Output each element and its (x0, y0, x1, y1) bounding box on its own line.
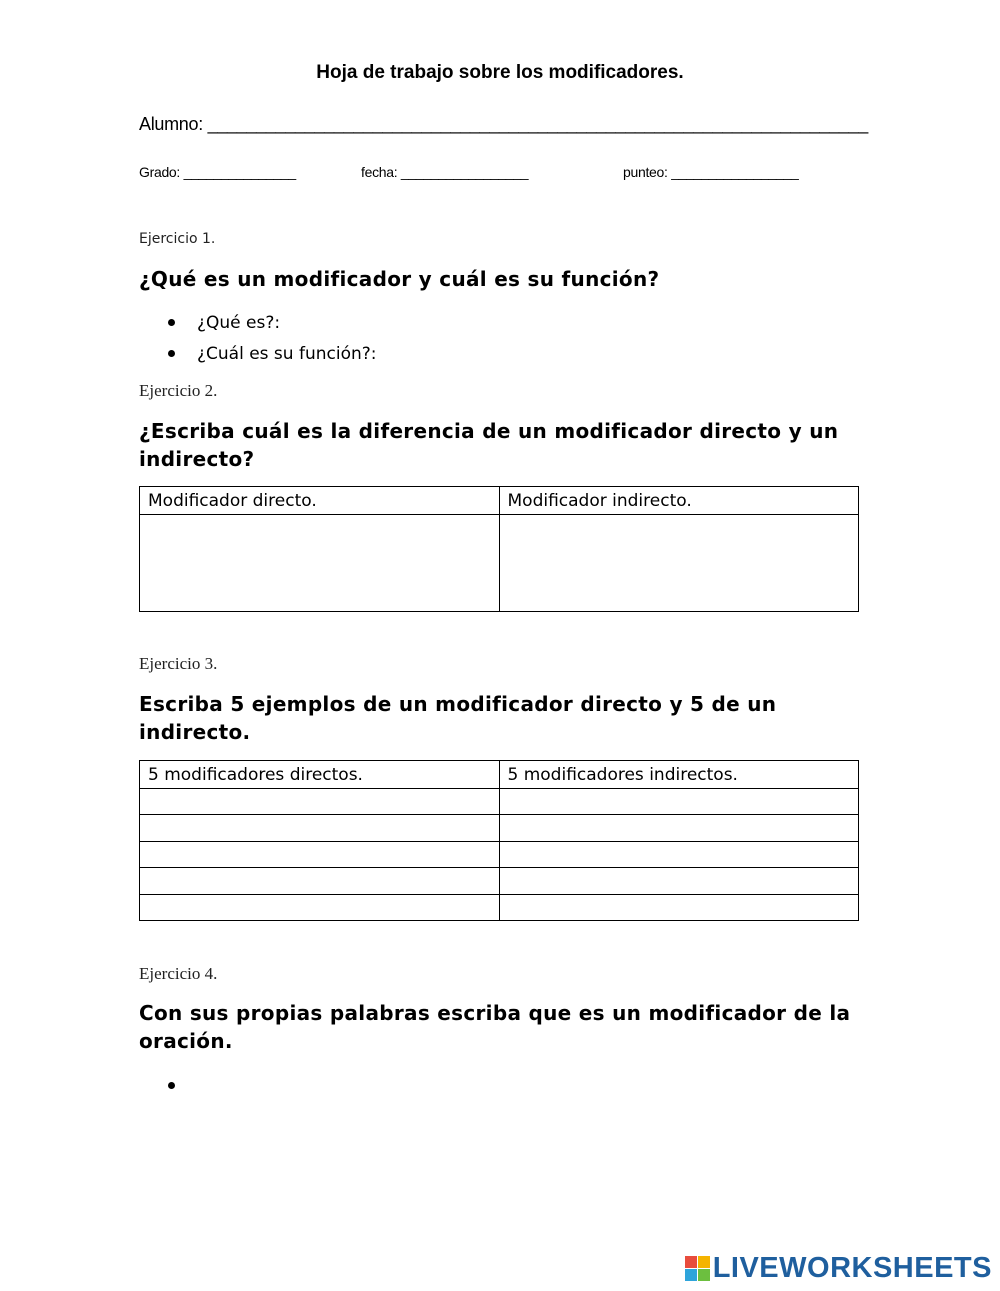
bullet-text: ¿Cuál es su función?: (197, 343, 377, 364)
table-header-cell: Modificador directo. (140, 487, 500, 515)
answer-cell[interactable] (140, 842, 500, 868)
answer-cell[interactable] (499, 842, 859, 868)
bullet-item[interactable] (168, 1070, 197, 1101)
answer-cell[interactable] (140, 895, 500, 921)
bullet-item[interactable] (168, 307, 377, 338)
answer-cell[interactable] (499, 868, 859, 895)
table-header-cell: 5 modificadores directos. (140, 761, 500, 789)
logo-mark-cell (698, 1256, 710, 1268)
student-name-field[interactable]: Alumno: ____________________________________________________________________ (139, 114, 868, 134)
exercise-4-label: Ejercicio 4. (139, 964, 218, 983)
exercise-2-heading: ¿Escriba cuál es la diferencia de un modificador directo y un indirecto? (139, 419, 839, 471)
bullet-text: ¿Qué es?: (197, 312, 281, 333)
worksheet-title: Hoja de trabajo sobre los modificadores. (316, 62, 684, 83)
table-header-cell: Modificador indirecto. (499, 487, 859, 515)
logo-mark-cell (685, 1269, 697, 1281)
answer-cell[interactable] (499, 895, 859, 921)
liveworksheets-logo-icon (685, 1256, 710, 1281)
grade-field[interactable]: Grado: _______________ (139, 164, 296, 180)
exercise-3-heading: Escriba 5 ejemplos de un modificador directo y 5 de un indirecto. (139, 692, 777, 744)
table-header-cell: 5 modificadores indirectos. (499, 761, 859, 789)
bullet-dot-icon (168, 350, 175, 357)
answer-cell[interactable] (140, 815, 500, 842)
logo-mark-cell (698, 1269, 710, 1281)
date-field[interactable]: fecha: _________________ (361, 164, 529, 180)
score-field[interactable]: punteo: _________________ (623, 164, 799, 180)
exercise-4-bullets (168, 1070, 197, 1101)
logo-mark-cell (685, 1256, 697, 1268)
answer-cell[interactable] (499, 789, 859, 815)
exercise-2-label: Ejercicio 2. (139, 381, 218, 400)
bullet-dot-icon (168, 319, 175, 326)
bullet-dot-icon (168, 1082, 175, 1089)
answer-cell[interactable] (140, 515, 500, 612)
logo-text: LIVEWORKSHEETS (712, 1252, 992, 1284)
exercise-1-heading: ¿Qué es un modificador y cuál es su función? (139, 267, 660, 291)
exercise-4-heading: Con sus propias palabras escriba que es un modificador de la oración. (139, 1001, 851, 1053)
liveworksheets-logo[interactable] (685, 1252, 992, 1285)
exercise-3-table (139, 760, 859, 921)
exercise-3-label: Ejercicio 3. (139, 654, 218, 673)
answer-cell[interactable] (140, 789, 500, 815)
exercise-1-bullets (168, 307, 377, 369)
exercise-1-label: Ejercicio 1. (139, 231, 216, 247)
answer-cell[interactable] (140, 868, 500, 895)
bullet-item[interactable] (168, 338, 377, 369)
answer-cell[interactable] (499, 815, 859, 842)
answer-cell[interactable] (499, 515, 859, 612)
exercise-2-table (139, 486, 859, 612)
